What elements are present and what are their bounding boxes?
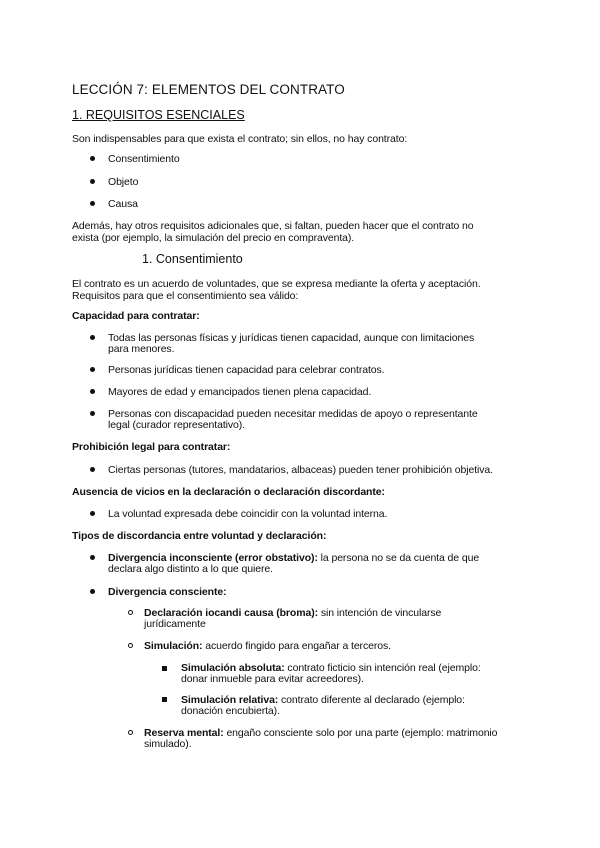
reserva-mental-label: Reserva mental: xyxy=(144,727,224,739)
bullet-icon xyxy=(90,367,95,372)
heading-ausencia: Ausencia de vicios en la declaración o declaración discordante: xyxy=(72,486,385,498)
square-bullet-icon xyxy=(162,697,167,702)
list-item-divergencia-inconsciente-line2: declara algo distinto a lo que quiere. xyxy=(108,563,273,575)
bullet-icon xyxy=(90,389,95,394)
list-item-reserva-mental xyxy=(144,727,497,739)
subsection-heading-consentimiento: 1. Consentimiento xyxy=(142,252,243,266)
bullet-icon xyxy=(90,589,95,594)
list-item-capacidad-4-line1: Personas con discapacidad pueden necesitar medidas de apoyo o representante xyxy=(108,408,478,420)
list-item-simulacion xyxy=(144,640,391,652)
paragraph-consentimiento-line2: Requisitos para que el consentimiento sea válido: xyxy=(72,290,299,302)
page-title: LECCIÓN 7: ELEMENTOS DEL CONTRATO xyxy=(72,82,345,97)
section-heading-requisitos: 1. REQUISITOS ESENCIALES xyxy=(72,108,245,122)
simulacion-relativa-text: contrato diferente al declarado (ejemplo: xyxy=(278,694,465,706)
simulacion-absoluta-text: contrato ficticio sin intención real (ejemplo: xyxy=(284,662,481,674)
simulacion-absoluta-label: Simulación absoluta: xyxy=(181,662,285,674)
list-item-simulacion-absoluta-line2: donar inmueble para evitar acreedores). xyxy=(181,673,364,685)
divergencia-inconsciente-label: Divergencia inconsciente (error obstativo): xyxy=(108,552,318,564)
list-item-reserva-mental-line2: simulado). xyxy=(144,738,192,750)
iocandi-label: Declaración iocandi causa (broma): xyxy=(144,607,318,619)
list-item-simulacion-relativa-line2: donación encubierta). xyxy=(181,705,280,717)
circle-bullet-icon xyxy=(128,730,133,735)
simulacion-relativa-label: Simulación relativa: xyxy=(181,694,279,706)
circle-bullet-icon xyxy=(128,610,133,615)
divergencia-inconsciente-text: la persona no se da cuenta de que xyxy=(317,552,480,564)
list-item-divergencia-consciente: Divergencia consciente: xyxy=(108,586,227,598)
list-item-iocandi-line2: jurídicamente xyxy=(144,618,206,630)
list-item-consentimiento: Consentimiento xyxy=(108,153,180,165)
bullet-icon xyxy=(90,411,95,416)
list-item-causa: Causa xyxy=(108,198,138,210)
simulacion-label: Simulación: xyxy=(144,640,203,652)
section-intro: Son indispensables para que exista el contrato; sin ellos, no hay contrato: xyxy=(72,133,408,145)
list-item-capacidad-4-line2: legal (curador representativo). xyxy=(108,419,245,431)
list-item-ausencia-1: La voluntad expresada debe coincidir con la voluntad interna. xyxy=(108,508,388,520)
bullet-icon xyxy=(90,511,95,516)
paragraph-consentimiento-line1: El contrato es un acuerdo de voluntades, que se expresa mediante la oferta y aceptación. xyxy=(72,278,481,290)
paragraph-additional-line1: Además, hay otros requisitos adicionales que, si faltan, pueden hacer que el contrato no xyxy=(72,220,474,232)
bullet-icon xyxy=(90,335,95,340)
heading-capacidad: Capacidad para contratar: xyxy=(72,310,200,322)
paragraph-additional-line2: exista (por ejemplo, la simulación del precio en compraventa). xyxy=(72,232,355,244)
list-item-capacidad-2: Personas jurídicas tienen capacidad para celebrar contratos. xyxy=(108,364,385,376)
bullet-icon xyxy=(90,179,95,184)
bullet-icon xyxy=(90,156,95,161)
heading-prohibicion: Prohibición legal para contratar: xyxy=(72,441,231,453)
bullet-icon xyxy=(90,555,95,560)
heading-tipos: Tipos de discordancia entre voluntad y declaración: xyxy=(72,530,327,542)
list-item-capacidad-3: Mayores de edad y emancipados tienen plena capacidad. xyxy=(108,386,372,398)
reserva-mental-text: engaño consciente solo por una parte (ejemplo: matrimonio xyxy=(223,727,498,739)
circle-bullet-icon xyxy=(128,643,133,648)
bullet-icon xyxy=(90,467,95,472)
square-bullet-icon xyxy=(162,666,167,671)
simulacion-text: acuerdo fingido para engañar a terceros. xyxy=(202,640,391,652)
list-item-capacidad-1-line1: Todas las personas físicas y jurídicas tienen capacidad, aunque con limitaciones xyxy=(108,332,475,344)
list-item-objeto: Objeto xyxy=(108,176,139,188)
list-item-prohibicion-1: Ciertas personas (tutores, mandatarios, albaceas) pueden tener prohibición objetiva. xyxy=(108,464,493,476)
bullet-icon xyxy=(90,201,95,206)
list-item-capacidad-1-line2: para menores. xyxy=(108,343,175,355)
iocandi-text: sin intención de vincularse xyxy=(318,607,442,619)
